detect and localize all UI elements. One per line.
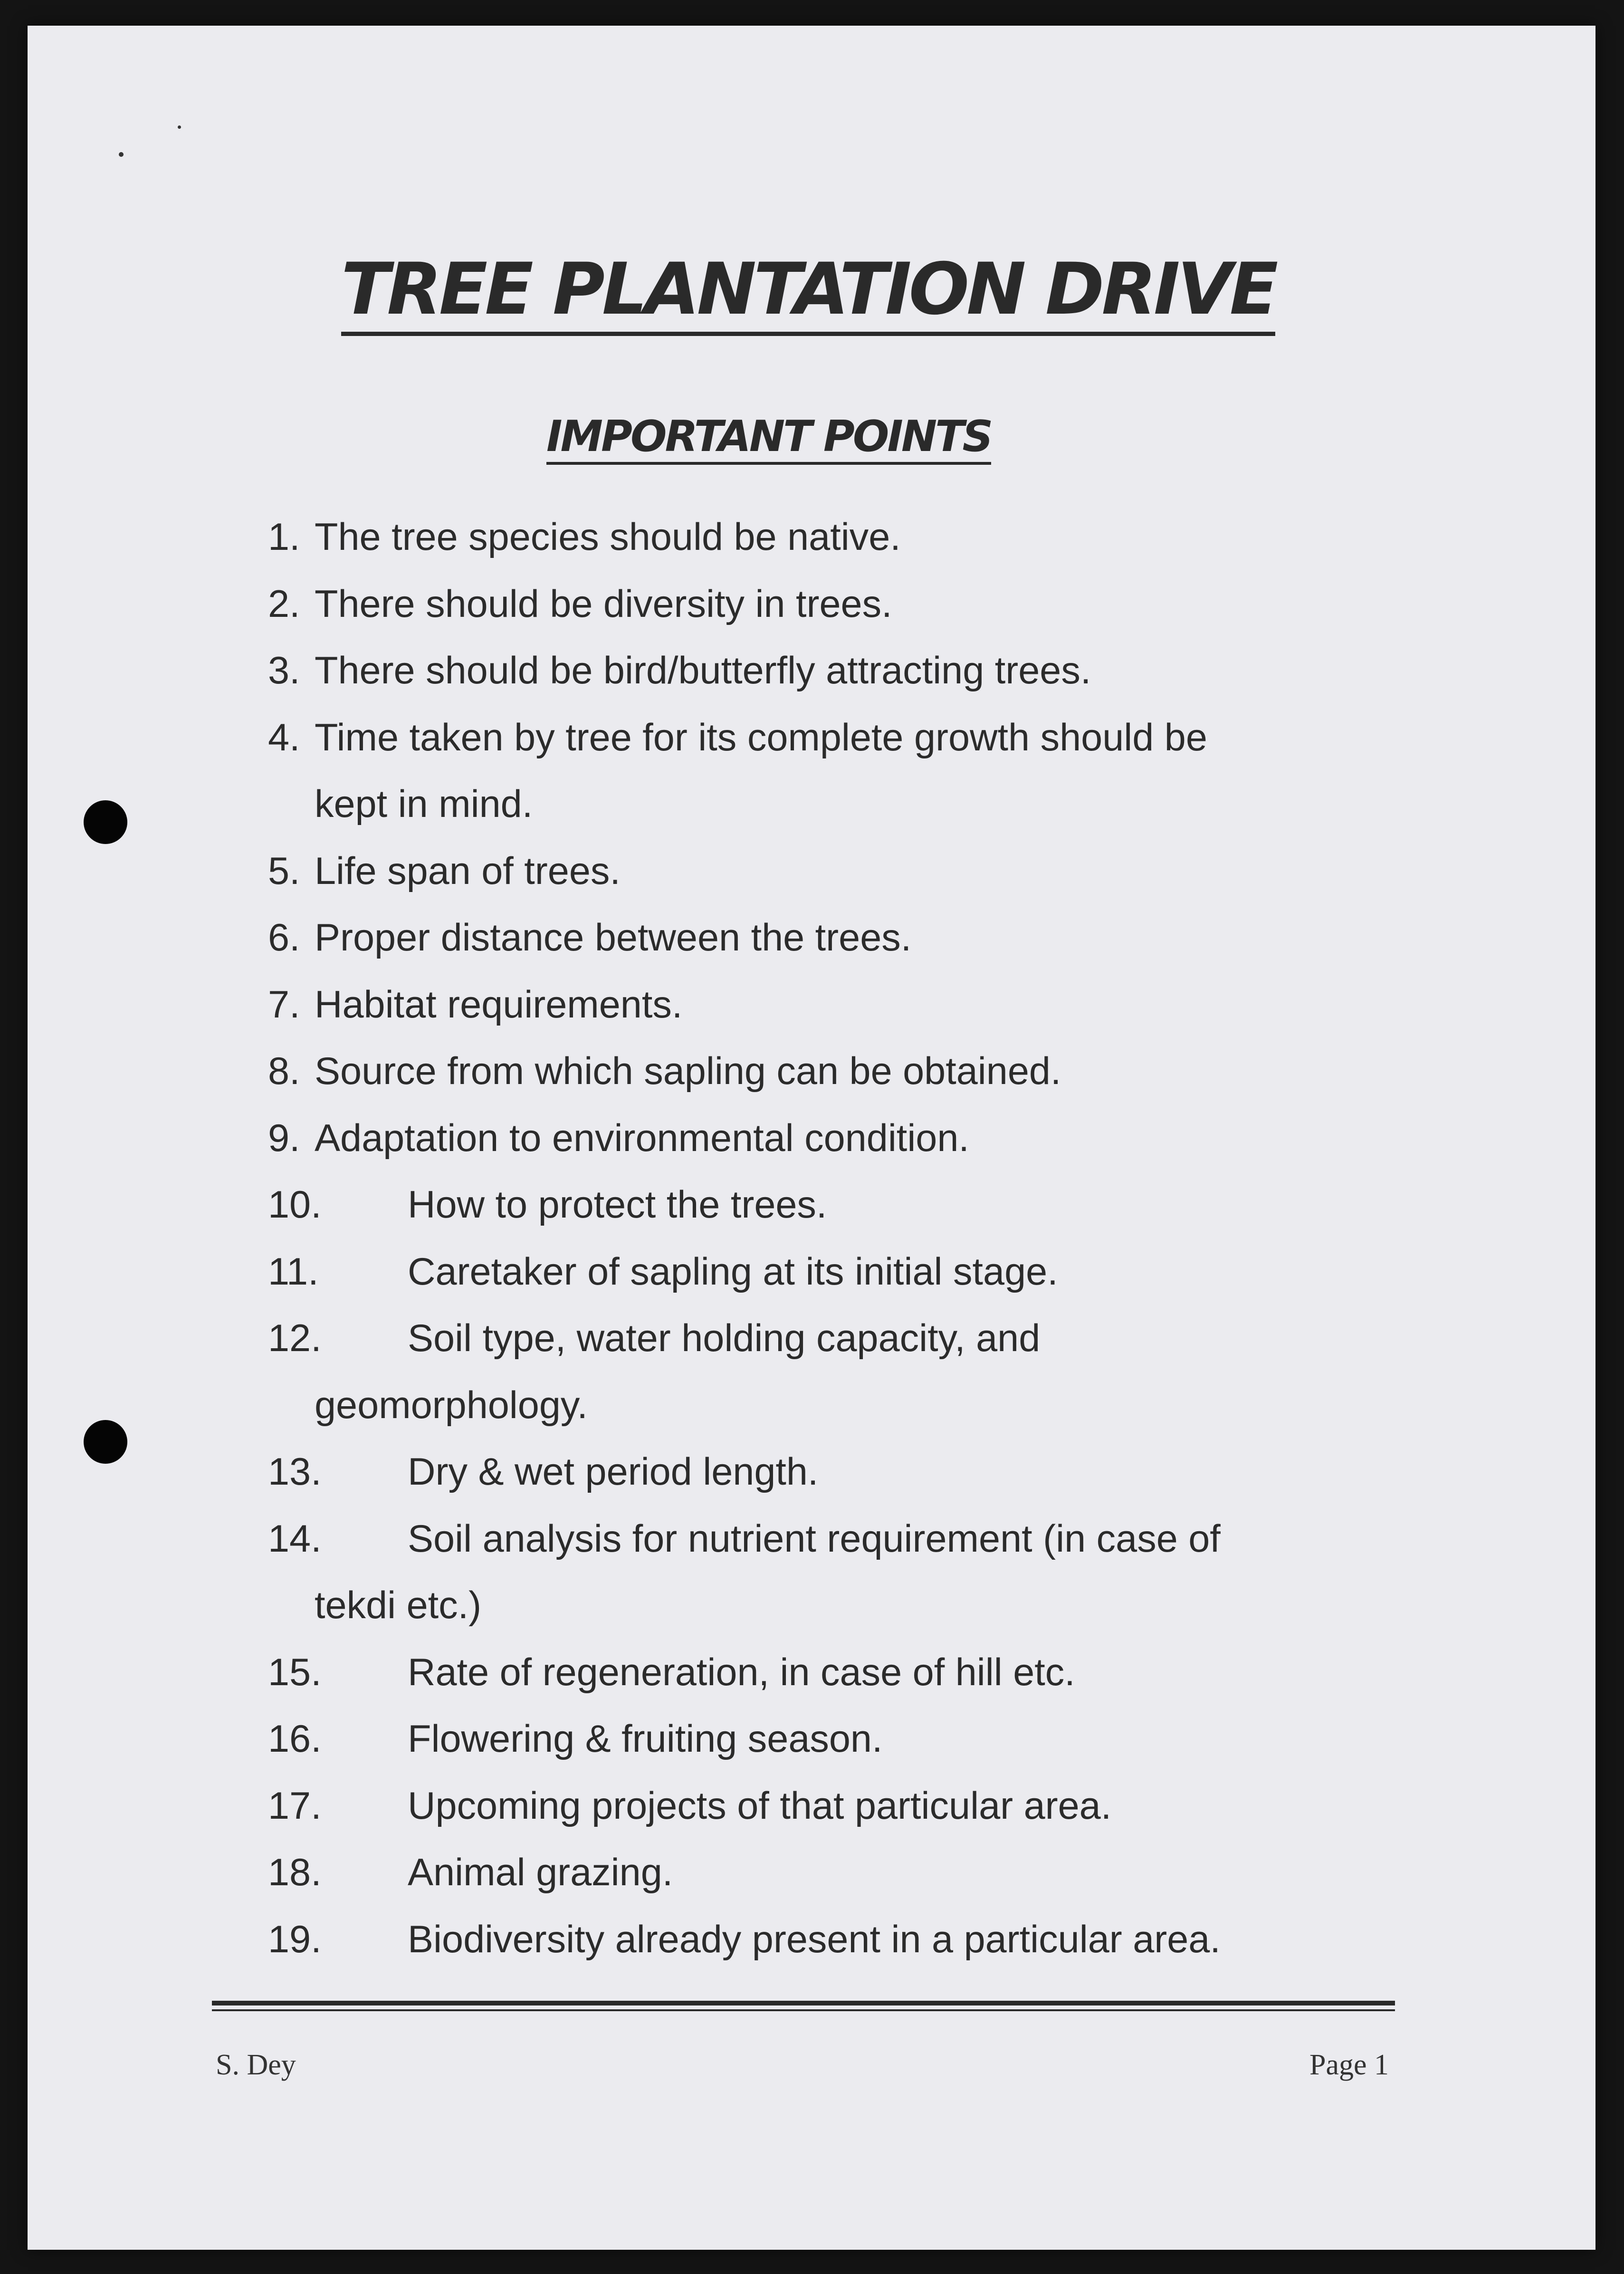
point-number: 1. [268, 516, 300, 558]
document-page [28, 26, 1595, 2250]
point-text: How to protect the trees. [408, 1183, 827, 1226]
point-text: Source from which sapling can be obtained. [315, 1050, 1061, 1093]
point-text: There should be bird/butterfly attracting trees. [315, 649, 1091, 692]
point-text: There should be diversity in trees. [315, 582, 892, 625]
point-number: 18. [268, 1851, 322, 1894]
point-number: 4. [268, 716, 300, 759]
point-number: 11. [268, 1250, 319, 1293]
point-text: Habitat requirements. [315, 983, 683, 1026]
footer-rule-thick [212, 2001, 1395, 2005]
point-text: geomorphology. [315, 1383, 588, 1427]
point-number: 15. [268, 1650, 322, 1694]
paper-speck [178, 125, 181, 129]
point-text: The tree species should be native. [315, 516, 901, 558]
point-text: Life span of trees. [315, 849, 621, 892]
point-number: 9. [268, 1116, 300, 1160]
point-number: 3. [268, 649, 300, 692]
point-number: 8. [268, 1050, 300, 1093]
punch-hole-top [84, 800, 127, 844]
point-number: 2. [268, 582, 300, 625]
point-number: 14. [268, 1517, 322, 1560]
point-text: Soil analysis for nutrient requirement (in case of [408, 1517, 1221, 1560]
punch-hole-bottom [84, 1420, 127, 1464]
point-number: 19. [268, 1918, 322, 1961]
point-text: kept in mind. [315, 783, 533, 825]
point-text: Time taken by tree for its complete growth should be [315, 716, 1207, 759]
point-text: Caretaker of sapling at its initial stage. [408, 1250, 1058, 1293]
point-text: Rate of regeneration, in case of hill etc. [408, 1650, 1075, 1694]
point-text: Upcoming projects of that particular area. [408, 1784, 1112, 1827]
document-subtitle: IMPORTANT POINTS [546, 415, 991, 465]
point-number: 10. [268, 1183, 322, 1226]
point-text: Animal grazing. [408, 1851, 673, 1894]
point-number: 13. [268, 1450, 322, 1493]
point-number: 17. [268, 1784, 322, 1827]
footer-author: S. Dey [216, 2049, 296, 2081]
point-text: Biodiversity already present in a particular area. [408, 1918, 1221, 1961]
point-number: 7. [268, 983, 300, 1026]
point-number: 12. [268, 1317, 322, 1360]
point-text: tekdi etc.) [315, 1584, 482, 1627]
footer-rule-thin [212, 2009, 1395, 2011]
point-text: Adaptation to environmental condition. [315, 1116, 969, 1160]
point-text: Proper distance between the trees. [315, 916, 912, 959]
point-number: 6. [268, 916, 300, 959]
paper-speck [119, 152, 124, 157]
point-number: 16. [268, 1717, 322, 1760]
footer-page-number: Page 1 [1309, 2049, 1389, 2081]
point-text: Soil type, water holding capacity, and [408, 1317, 1041, 1360]
point-number: 5. [268, 849, 300, 892]
point-text: Flowering & fruiting season. [408, 1717, 883, 1760]
point-text: Dry & wet period length. [408, 1450, 819, 1493]
document-title: TREE PLANTATION DRIVE [341, 254, 1275, 336]
